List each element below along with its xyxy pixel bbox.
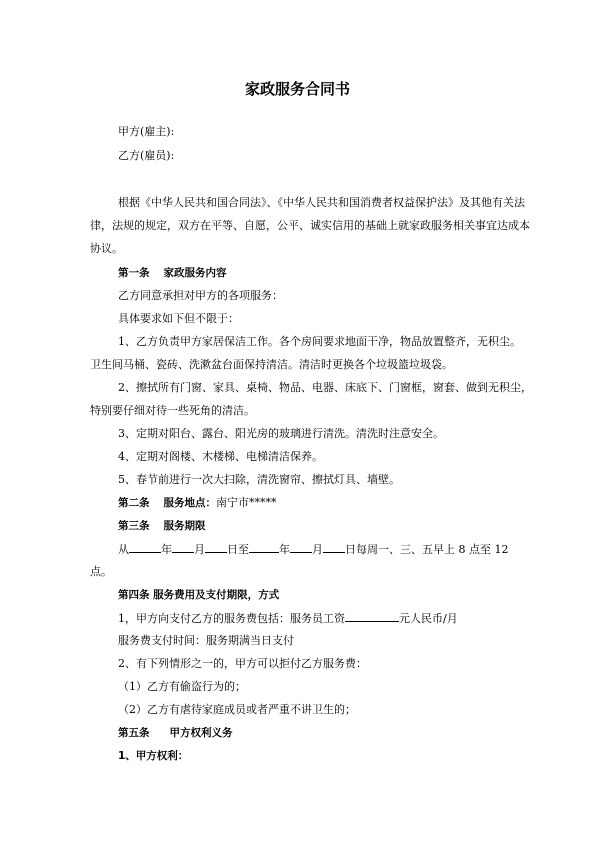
intro-line-2: 律，法规的规定，双方在平等、自愿，公平、诚实信用的基础上就家政服务相关事宜达成本: [90, 219, 530, 232]
from-label: 从: [118, 543, 129, 556]
article-3-number: 第三条: [118, 520, 150, 532]
day-to-label: 日至: [227, 543, 249, 556]
article-1-item2-line1: 2、擦拭所有门窗、家具、桌椅、物品、电器、床底下、门窗框，窗套、做到无积尘，: [118, 381, 532, 394]
end-month-blank[interactable]: [290, 542, 312, 553]
article-1-item5: 5、春节前进行一次大扫除，清洗窗帘、擦拭灯具、墙壁。: [118, 473, 400, 486]
start-day-blank[interactable]: [205, 542, 227, 553]
salary-blank[interactable]: [345, 611, 399, 622]
article-2-title: 服务地点：: [163, 497, 216, 509]
article-4-fee-line: [118, 611, 458, 626]
document-title: 家政服务合同书: [244, 80, 350, 98]
article-5-number: 第五条: [118, 727, 150, 739]
schedule-text: 日每周一、三、五早上 8 点至 12: [345, 543, 509, 556]
fee-suffix: 元人民币/月: [399, 612, 458, 625]
article-3-title: 服务期限: [163, 520, 206, 532]
intro-line-1: 根据《中华人民共和国合同法》、《中华人民共和国消费者权益保护法》及其他有关法: [118, 196, 525, 209]
year-label: 年: [161, 543, 172, 556]
month-label: 月: [194, 543, 205, 556]
article-3-line2: 点。: [90, 565, 112, 578]
party-a-label: 甲方(雇主):: [118, 125, 175, 138]
article-1-item2-line2: 特别要仔细对待一些死角的清洁。: [90, 404, 255, 417]
article-3-heading: [118, 519, 206, 533]
article-5-sub1: 1、甲方权利：: [118, 750, 189, 762]
article-2-number: 第二条: [118, 497, 150, 509]
article-1-heading: [118, 266, 227, 280]
article-4-refuse-2: （2）乙方有虐待家庭成员或者严重不讲卫生的；: [118, 703, 356, 716]
fee-prefix: 1，甲方向支付乙方的服务费包括：服务员工资: [118, 612, 345, 625]
article-1-item3: 3、定期对阳台、露台、阳光房的玻璃进行清洗。清洗时注意安全。: [118, 427, 444, 440]
article-3-period-line: [118, 542, 509, 557]
article-4-refuse-intro: 2、有下列情形之一的，甲方可以拒付乙方服务费：: [118, 657, 367, 670]
article-4-heading: 第四条 服务费用及支付期限，方式: [118, 589, 280, 601]
article-1-p1: 乙方同意承担对甲方的各项服务：: [118, 289, 283, 302]
article-1-title: 家政服务内容: [163, 267, 227, 279]
month-label: 月: [312, 543, 323, 556]
intro-line-3: 协议。: [90, 242, 123, 255]
article-5-title: 甲方权利义务: [169, 727, 233, 739]
article-1-p2: 具体要求如下但不限于：: [118, 312, 239, 325]
start-year-blank[interactable]: [129, 542, 161, 553]
end-day-blank[interactable]: [323, 542, 345, 553]
article-1-item4: 4、定期对阁楼、木楼梯、电梯清洁保养。: [118, 450, 323, 463]
article-1-item1-line2: 卫生间马桶、瓷砖、洗漱盆台面保持清洁。清洁时更换各个垃圾篮垃圾袋。: [90, 358, 453, 371]
article-1-item1-line1: 1、乙方负责甲方家居保洁工作。各个房间要求地面干净，物品放置整齐，无积尘。: [118, 335, 521, 348]
year-label: 年: [279, 543, 290, 556]
article-2-value: 南宁市*****: [216, 496, 277, 509]
start-month-blank[interactable]: [172, 542, 194, 553]
article-1-number: 第一条: [118, 267, 150, 279]
article-2: [118, 496, 277, 510]
article-4-pay-time: 服务费支付时间：服务期满当日支付: [118, 634, 294, 647]
party-b-label: 乙方(雇员):: [118, 149, 175, 162]
end-year-blank[interactable]: [249, 542, 279, 553]
article-5-heading: [118, 726, 233, 740]
article-4-refuse-1: （1）乙方有偷盗行为的；: [118, 680, 246, 693]
